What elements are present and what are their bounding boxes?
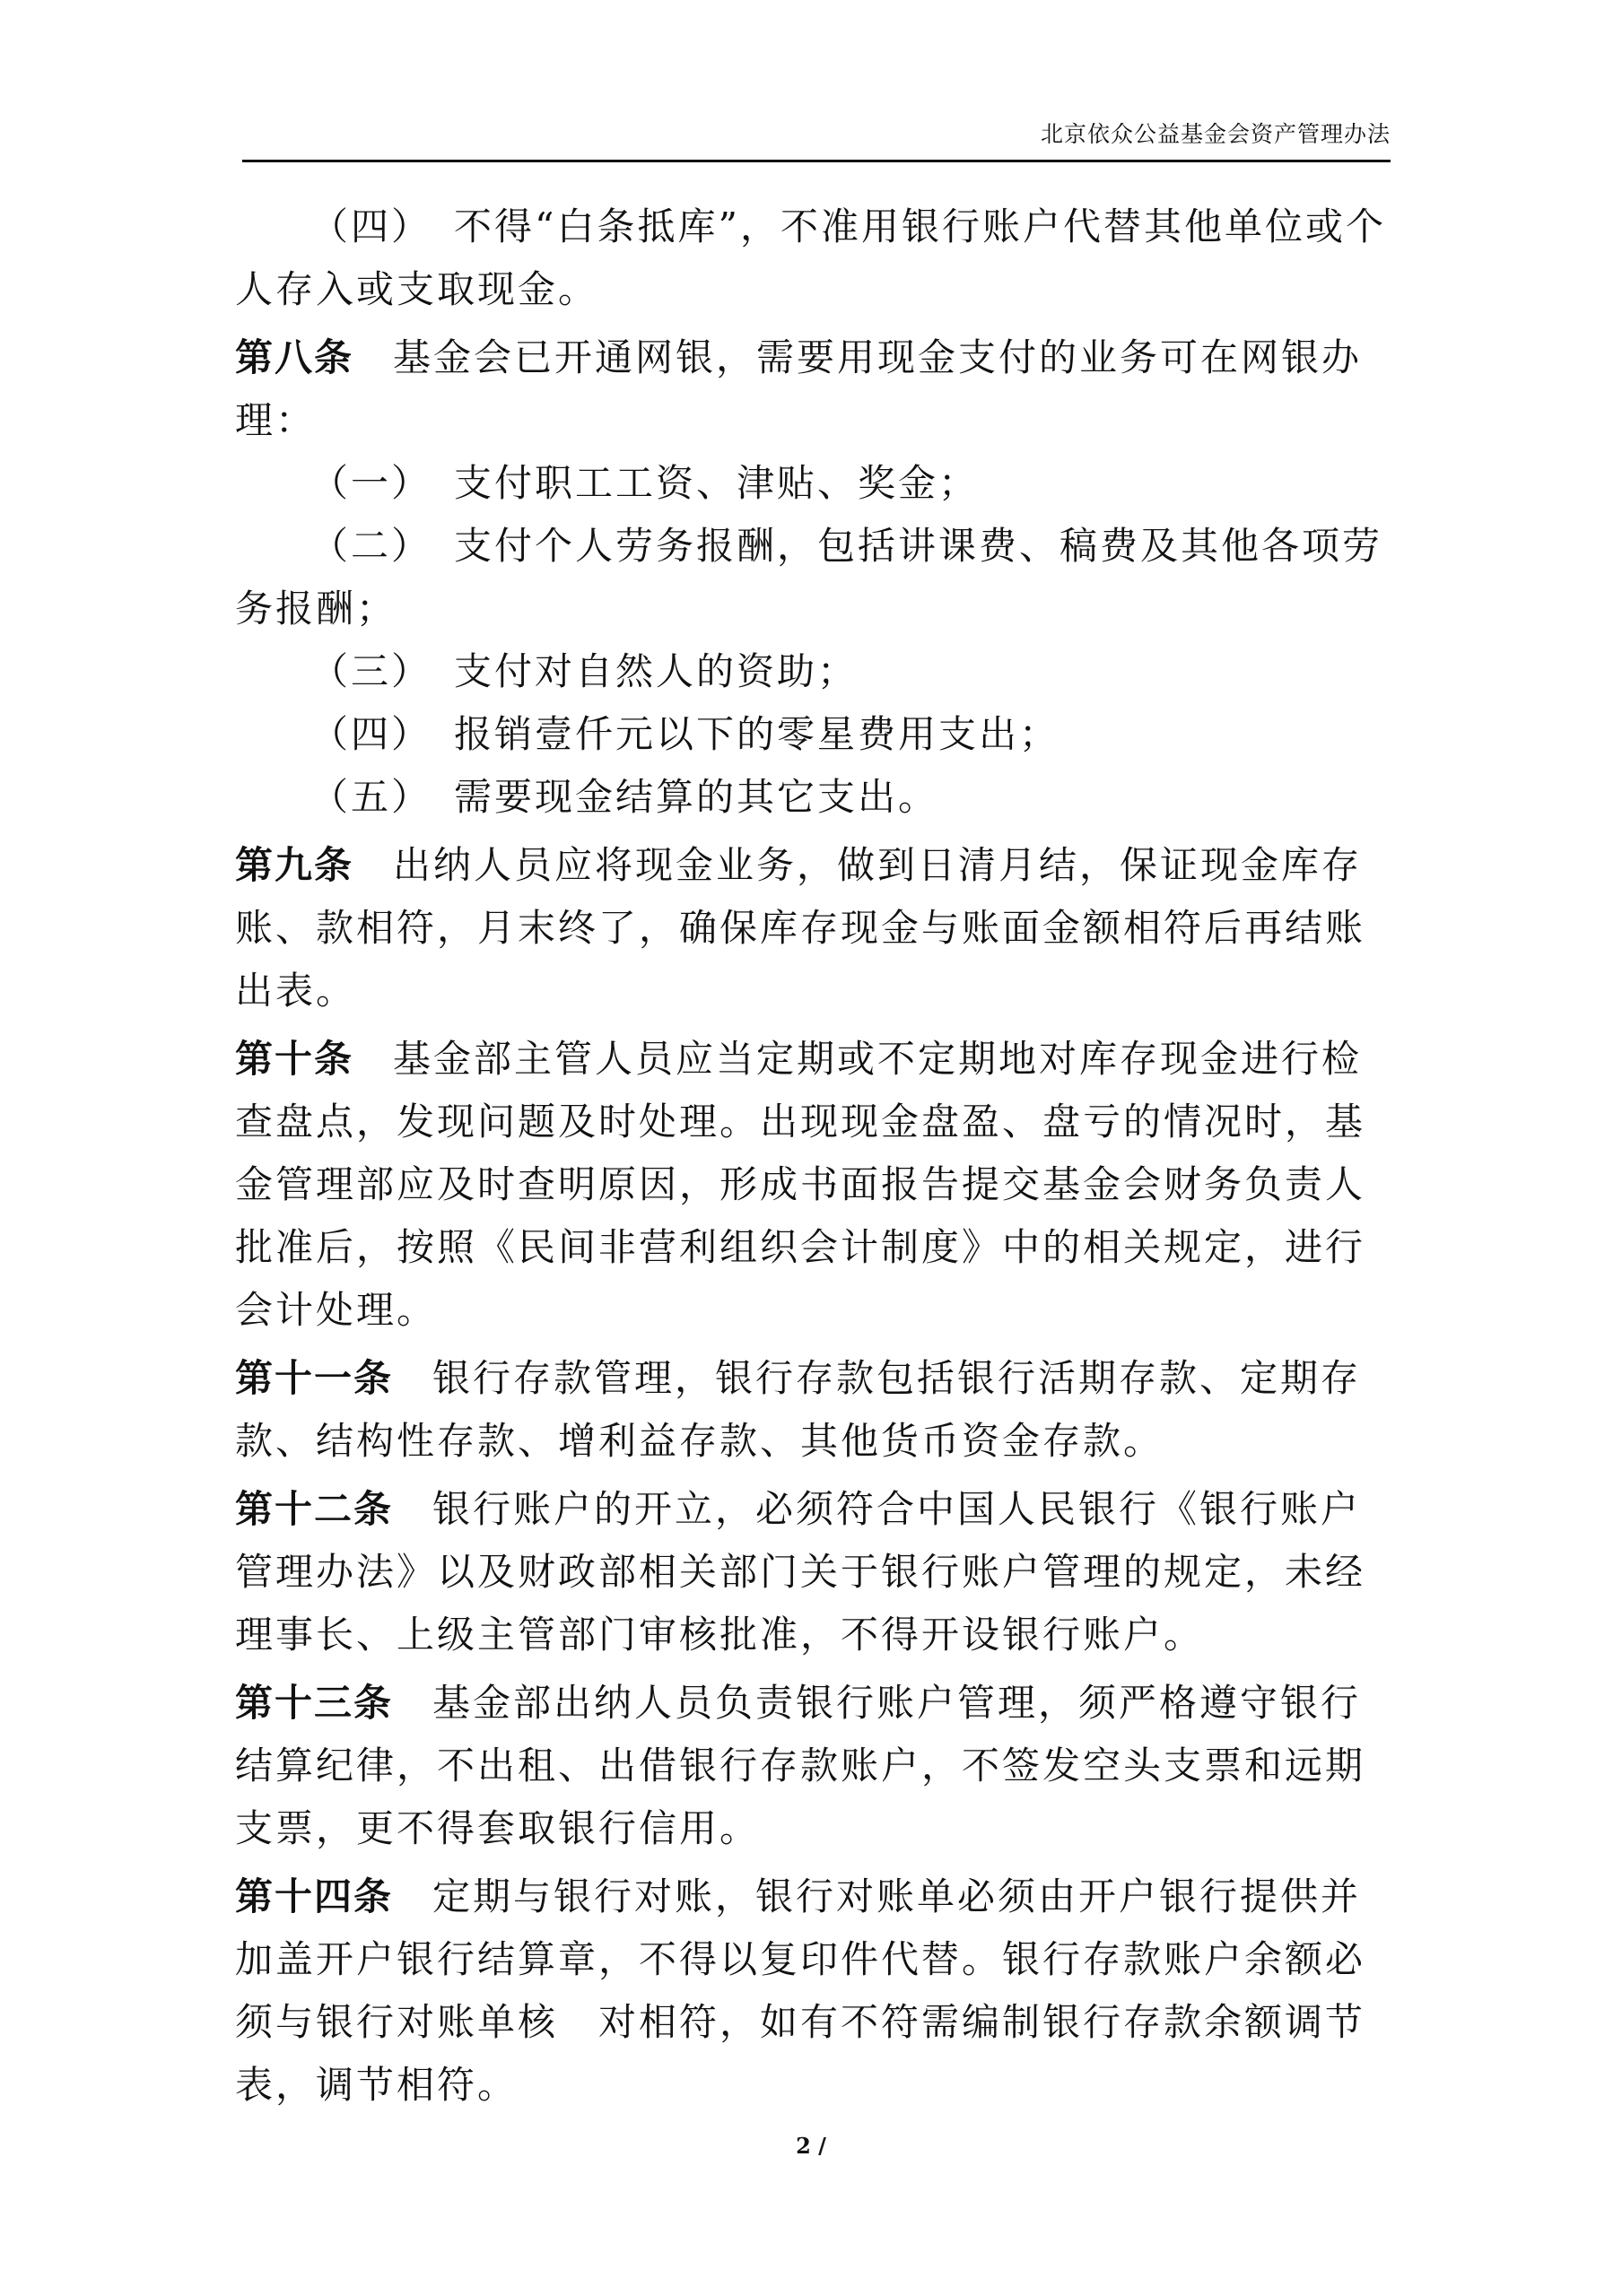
item-text: 支付职工工资、津贴、奖金； (454, 461, 980, 505)
list-item (235, 452, 1401, 515)
item-text: 支付对自然人的资助； (454, 649, 859, 693)
article-label: 第十条 (235, 1037, 354, 1081)
header-title: 北京依众公益基金会资产管理办法 (1040, 121, 1391, 147)
item-text: 支付个人劳务报酬，包括讲课费、稿费及其他各项劳务报酬； (235, 524, 1383, 631)
article-text: 银行存款管理，银行存款包括银行活期存款、定期存款、结构性存款、增利益存款、其他货币资金存款。 (235, 1356, 1362, 1463)
article-text: 基金会已开通网银，需要用现金支付的业务可在网银办理： (235, 335, 1363, 442)
list-item (235, 766, 1401, 829)
article-text: 基金部出纳人员负责银行账户管理，须严格遵守银行结算纪律，不出租、出借银行存款账户，不签发空头支票和远期支票，更不得套取银行信用。 (235, 1681, 1366, 1850)
item-number: （四） (310, 204, 432, 248)
article-text: 出纳人员应将现金业务，做到日清月结，保证现金库存账、款相符，月末终了，确保库存现金与账面金额相符后再结账出表。 (235, 843, 1366, 1013)
article-label: 第八条 (235, 335, 354, 379)
item-text: 需要现金结算的其它支出。 (454, 775, 939, 819)
item-number: （四） (310, 712, 432, 756)
article-13 (235, 1672, 1401, 1860)
document-body (235, 196, 1401, 2117)
paragraph-item (235, 196, 1401, 321)
item-number: （三） (310, 649, 432, 693)
article-label: 第十三条 (235, 1681, 394, 1725)
article-label: 第十二条 (235, 1487, 394, 1531)
item-number: （二） (310, 524, 432, 568)
item-number: （五） (310, 775, 432, 819)
article-9 (235, 834, 1401, 1022)
item-text: 不得“白条抵库”，不准用银行账户代替其他单位或个人存入或支取现金。 (235, 204, 1386, 311)
article-text: 基金部主管人员应当定期或不定期地对库存现金进行检查盘点，发现问题及时处理。出现现金盘盈、盘亏的情况时，基金管理部应及时查明原因，形成书面报告提交基金会财务负责人批准后，按照《民间非营利组织会计制度》中的相关规定，进行会计处理。 (235, 1037, 1366, 1332)
list-item (235, 640, 1401, 703)
article-11 (235, 1347, 1401, 1473)
article-10 (235, 1028, 1401, 1342)
item-number: （一） (310, 461, 432, 505)
article-text: 定期与银行对账，银行对账单必须由开户银行提供并加盖开户银行结算章，不得以复印件代替。银行存款账户余额必须与银行对账单核 对相符，如有不符需编制银行存款余额调节表，调节相符。 (235, 1874, 1366, 2107)
article-label: 第十四条 (235, 1874, 394, 1918)
page-number: 2 / (796, 2133, 826, 2159)
article-8 (235, 326, 1401, 452)
article-14 (235, 1866, 1401, 2117)
item-text: 报销壹仟元以下的零星费用支出； (454, 712, 1060, 756)
article-text: 银行账户的开立，必须符合中国人民银行《银行账户管理办法》以及财政部相关部门关于银行账户管理的规定，未经理事长、上级主管部门审核批准，不得开设银行账户。 (235, 1487, 1366, 1657)
list-item (235, 703, 1401, 766)
list-item (235, 515, 1401, 640)
article-label: 第十一条 (235, 1356, 394, 1400)
article-label: 第九条 (235, 843, 354, 887)
article-12 (235, 1478, 1401, 1666)
page-header (242, 109, 1391, 162)
